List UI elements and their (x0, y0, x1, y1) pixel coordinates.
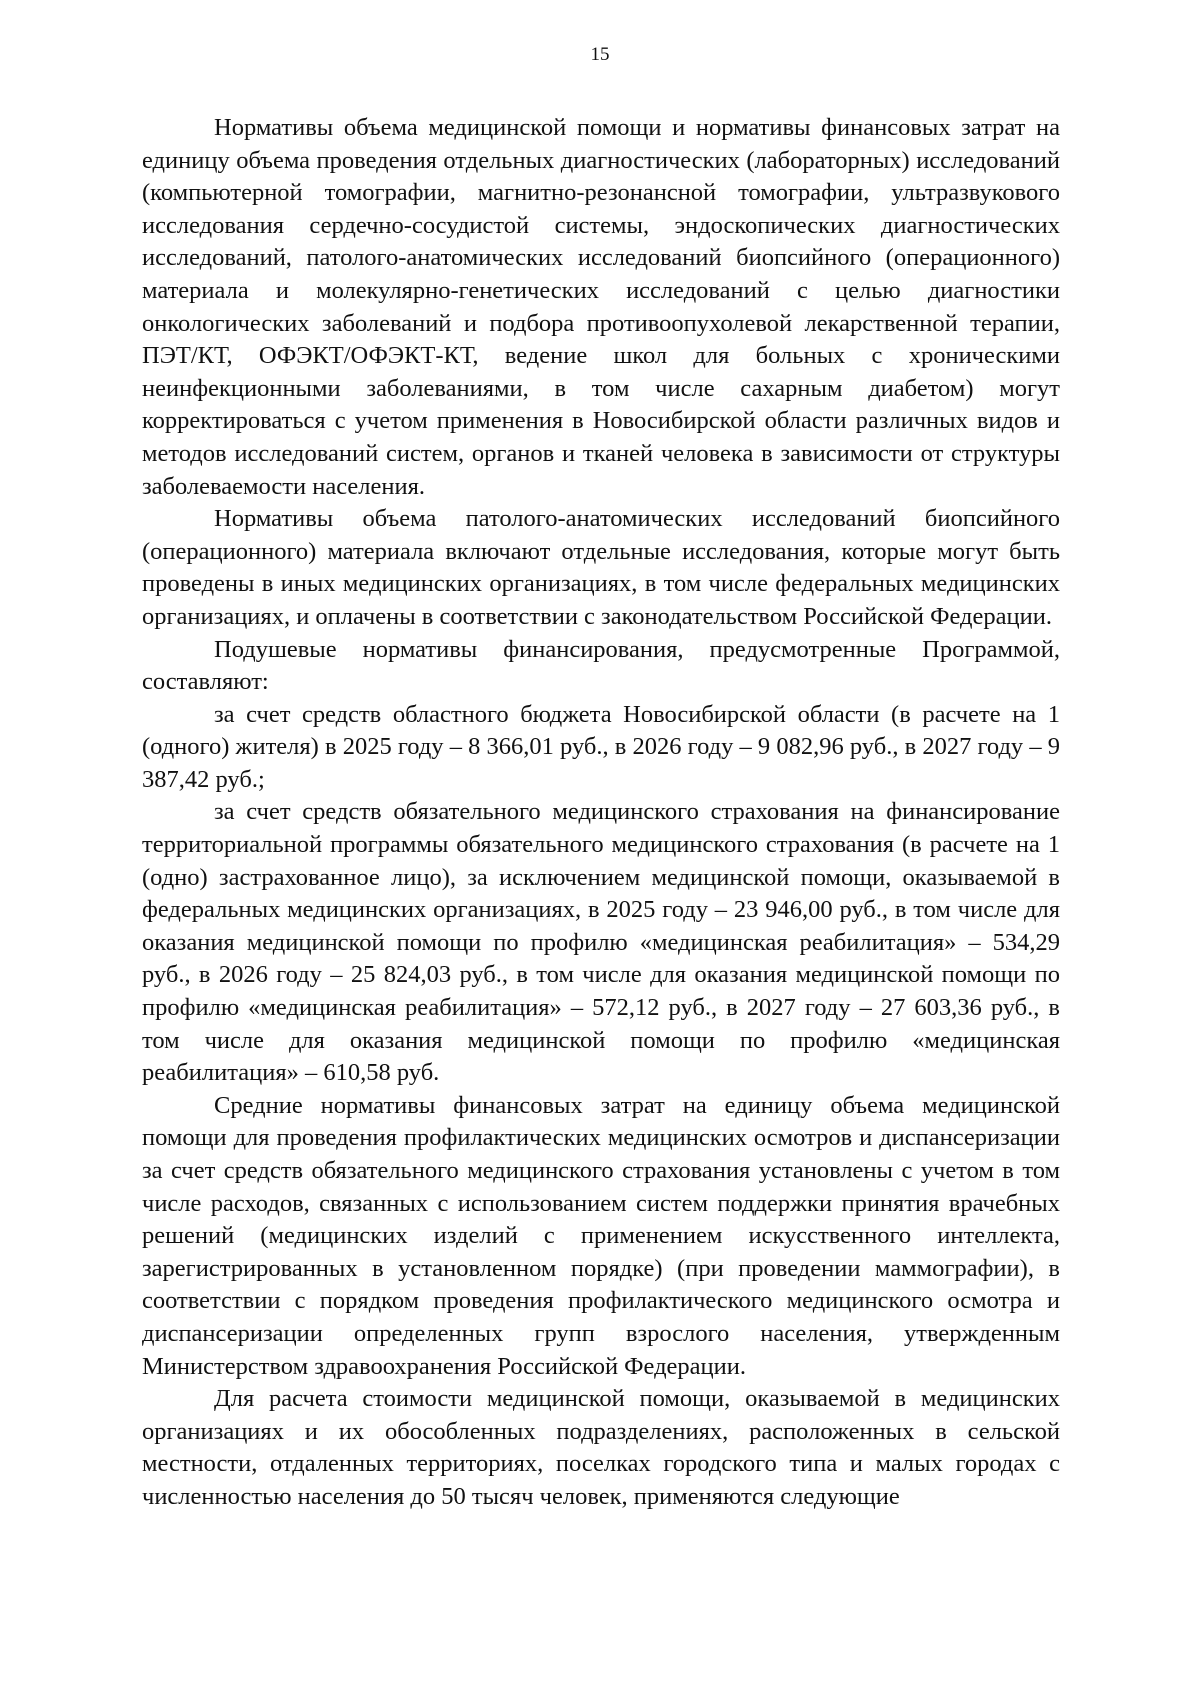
paragraph-per-capita-intro: Подушевые нормативы финансирования, предусмотренные Программой, составляют: (142, 635, 1060, 696)
document-body (142, 112, 1060, 1514)
paragraph-pathology-standards: Нормативы объема патолого-анатомических исследований биопсийного (операционного) материала включают отдельные исследования, которые могут быть проведены в иных медицинских организациях, в том числе федеральных медицинских организациях, и оплачены в соответствии с законодательством Российской Федерации. (142, 505, 1060, 630)
paragraph-average-cost-standards: Средние нормативы финансовых затрат на единицу объема медицинской помощи для проведения профилактических медицинских осмотров и диспансеризации за счет средств обязательного медицинского страхования установлены с учетом в том числе расходов, связанных с использованием систем поддержки принятия врачебных решений (медицинских изделий с применением искусственного интеллекта, зарегистрированных в установленном порядке) (при проведении маммографии), в соответствии с порядком проведения профилактического медицинского осмотра и диспансеризации определенных групп взрослого населения, утвержденным Министерством здравоохранения Российской Федерации. (142, 1091, 1060, 1380)
page-number: 15 (590, 44, 610, 65)
paragraph-rural-cost-calculation: Для расчета стоимости медицинской помощи, оказываемой в медицинских организациях и их обособленных подразделениях, расположенных в сельской местности, отдаленных территориях, поселках городского типа и малых городах с численностью населения до 50 тысяч человек, применяются следующие (142, 1385, 1060, 1510)
paragraph-compulsory-insurance: за счет средств обязательного медицинского страхования на финансирование территориальной программы обязательного медицинского страхования (в расчете на 1 (одно) застрахованное лицо), за исключением медицинской помощи, оказываемой в федеральных медицинских организациях, в 2025 году – 23 946,00 руб., в том числе для оказания медицинской помощи по профилю «медицинская реабилитация» – 534,29 руб., в 2026 году – 25 824,03 руб., в том числе для оказания медицинской помощи по профилю «медицинская реабилитация» – 572,12 руб., в 2027 году – 27 603,36 руб., в том числе для оказания медицинской помощи по профилю «медицинская реабилитация» – 610,58 руб. (142, 798, 1060, 1087)
paragraph-diagnostic-standards: Нормативы объема медицинской помощи и нормативы финансовых затрат на единицу объема проведения отдельных диагностических (лабораторных) исследований (компьютерной томографии, магнитно-резонансной томографии, ультразвукового исследования сердечно-сосудистой системы, эндоскопических диагностических исследований, патолого-анатомических исследований биопсийного (операционного) материала и молекулярно-генетических исследований с целью диагностики онкологических заболеваний и подбора противоопухолевой лекарственной терапии, ПЭТ/КТ, ОФЭКТ/ОФЭКТ-КТ, ведение школ для больных с хроническими неинфекционными заболеваниями, в том числе сахарным диабетом) могут корректироваться с учетом применения в Новосибирской области различных видов и методов исследований систем, органов и тканей человека в зависимости от структуры заболеваемости населения. (142, 114, 1060, 500)
paragraph-regional-budget: за счет средств областного бюджета Новосибирской области (в расчете на 1 (одного) жителя) в 2025 году – 8 366,01 руб., в 2026 году – 9 082,96 руб., в 2027 году – 9 387,42 руб.; (142, 700, 1060, 793)
